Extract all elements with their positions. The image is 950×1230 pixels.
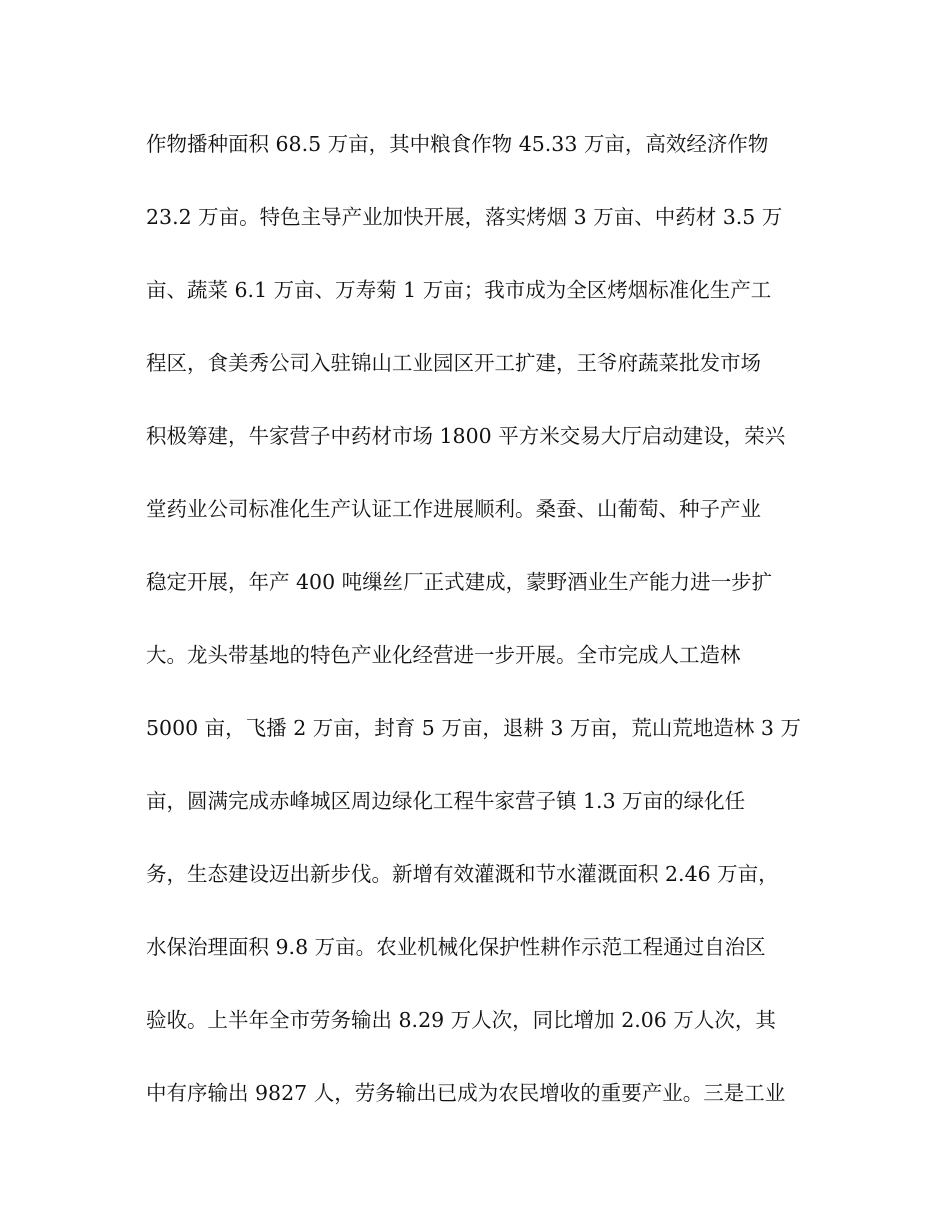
text-line-1: 作物播种面积 68.5 万亩，其中粮食作物 45.33 万亩，高效经济作物	[146, 132, 769, 156]
text-line-3: 亩、蔬菜 6.1 万亩、万寿菊 1 万亩；我市成为全区烤烟标准化生产工	[146, 278, 772, 302]
text-line-5: 积极筹建，牛家营子中药材市场 1800 平方米交易大厅启动建设，荣兴	[146, 424, 786, 448]
body-paragraph	[146, 126, 816, 1148]
text-line-2: 23.2 万亩。特色主导产业加快开展，落实烤烟 3 万亩、中药材 3.5 万	[146, 205, 783, 229]
text-line-11: 务，生态建设迈出新步伐。新增有效灌溉和节水灌溉面积 2.46 万亩，	[146, 862, 779, 886]
text-line-10: 亩，圆满完成赤峰城区周边绿化工程牛家营子镇 1.3 万亩的绿化任	[146, 789, 746, 813]
text-line-8: 大。龙头带基地的特色产业化经营进一步开展。全市完成人工造林	[146, 643, 741, 667]
text-line-4: 程区，食美秀公司入驻锦山工业园区开工扩建，王爷府蔬菜批发市场	[146, 351, 761, 375]
text-line-7: 稳定开展，年产 400 吨缫丝厂正式建成，蒙野酒业生产能力进一步扩	[146, 570, 773, 594]
text-line-12: 水保治理面积 9.8 万亩。农业机械化保护性耕作示范工程通过自治区	[146, 935, 766, 959]
text-line-9: 5000 亩，飞播 2 万亩，封育 5 万亩，退耕 3 万亩，荒山荒地造林 3 万	[146, 716, 801, 740]
text-line-6: 堂药业公司标准化生产认证工作进展顺利。桑蚕、山葡萄、种子产业	[146, 497, 761, 521]
text-line-13: 验收。上半年全市劳务输出 8.29 万人次，同比增加 2.06 万人次，其	[146, 1008, 776, 1032]
text-line-14: 中有序输出 9827 人，劳务输出已成为农民增收的重要产业。三是工业	[146, 1081, 786, 1105]
